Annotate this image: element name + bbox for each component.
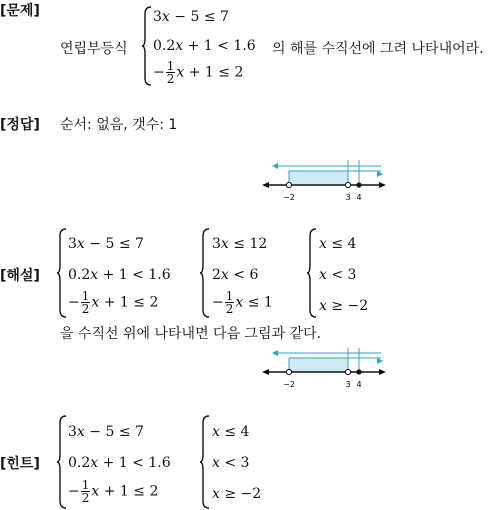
answer-text: 순서: 없음, 갯수: 1 (60, 117, 178, 133)
problem-brace (142, 6, 152, 86)
problem-intro: 연립부등식 (60, 41, 128, 57)
tick-label: 4 (356, 380, 362, 389)
tick-label: 3 (345, 193, 351, 202)
hint-ineq-2-2: x < 3 (212, 455, 250, 471)
explanation-ineq-2-3: − $\frac{1}{2}$ x ≤ 1 (212, 289, 273, 316)
hint-ineq-1-1: 3x − 5 ≤ 7 (68, 424, 144, 440)
tick-label: 4 (356, 193, 362, 202)
problem-instruction: 의 해를 수직선에 그려 나타내어라. (272, 41, 484, 57)
hint-ineq-1-3: − $\frac{1}{2}$ x + 1 ≤ 2 (68, 478, 159, 505)
problem-tag: [문제] (0, 3, 40, 19)
hint-ineq-1-2: 0.2x + 1 < 1.6 (68, 455, 171, 471)
explanation-ineq-2-2: 2x < 6 (212, 267, 259, 283)
problem-ineq-2: 0.2x + 1 < 1.6 (153, 38, 256, 54)
explanation-ineq-1-1: 3x − 5 ≤ 7 (68, 236, 144, 252)
hint-ineq-2-3: x ≥ −2 (212, 486, 262, 502)
tick-label: −2 (283, 193, 295, 202)
explanation-brace-2 (200, 228, 210, 318)
explanation-ineq-3-1: x ≤ 4 (319, 236, 357, 252)
explanation-ineq-3-3: x ≥ −2 (319, 298, 369, 314)
tick-label: −2 (283, 380, 295, 389)
explanation-ineq-1-2: 0.2x + 1 < 1.6 (68, 267, 171, 283)
hint-brace-2 (200, 415, 210, 509)
explanation-brace-1 (57, 228, 67, 318)
answer-number-line (262, 155, 392, 205)
hint-tag: [힌트] (0, 456, 40, 472)
explanation-tag: [해설] (0, 268, 40, 284)
tick-label: 3 (345, 380, 351, 389)
explanation-ineq-1-3: − $\frac{1}{2}$ x + 1 ≤ 2 (68, 289, 159, 316)
explanation-brace-3 (307, 228, 317, 318)
hint-ineq-2-1: x ≤ 4 (212, 424, 250, 440)
explanation-ineq-3-2: x < 3 (319, 267, 357, 283)
problem-ineq-3: − $\frac{1}{2}$ x + 1 ≤ 2 (153, 59, 244, 86)
explanation-ineq-2-1: 3x ≤ 12 (212, 236, 268, 252)
explanation-note: 을 수직선 위에 나타내면 다음 그림과 같다. (60, 326, 322, 342)
hint-brace-1 (57, 415, 67, 509)
problem-ineq-1: 3x − 5 ≤ 7 (153, 9, 229, 25)
answer-tag: [정답] (0, 117, 40, 133)
explanation-number-line (262, 348, 392, 398)
